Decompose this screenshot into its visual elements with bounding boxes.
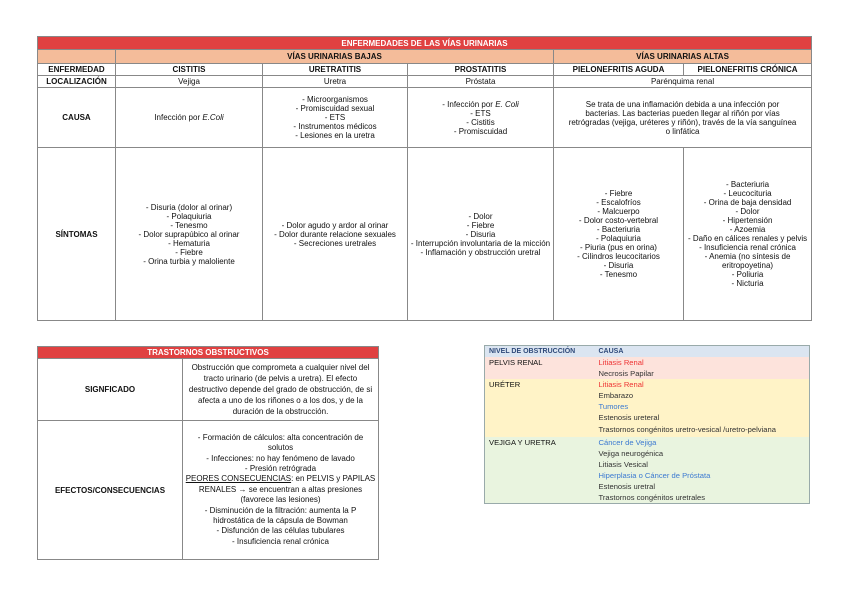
header-cause: CAUSA — [595, 346, 810, 357]
disease-pielonefritis-cronica: PIELONEFRITIS CRÓNICA — [684, 64, 812, 76]
group-lower-tract: VÍAS URINARIAS BAJAS — [116, 50, 554, 64]
cause-item: Trastornos congénitos uretrales — [595, 492, 810, 504]
symptoms-uretritis — [263, 148, 408, 321]
row-label-disease: ENFERMEDAD — [38, 64, 116, 76]
disease-prostatitis: PROSTATITIS — [408, 64, 554, 76]
list-item: - Bacteriuria — [686, 180, 809, 189]
list-item: - Piuria (pus en orina) — [556, 243, 681, 252]
list-item: - Inflamación y obstrucción uretral — [410, 248, 551, 257]
row-label-cause: CAUSA — [38, 88, 116, 148]
worst-text: : en PELVIS y PAPILAS RENALES → se encuentran a altas presiones (favorece las lesiones) — [198, 474, 376, 505]
list-item: - ETS — [410, 109, 551, 118]
list-item: - Tenesmo — [556, 270, 681, 279]
list-item: - Fiebre — [118, 248, 260, 257]
row-label-symptoms: SÍNTOMAS — [38, 148, 116, 321]
list-item: - Insuficiencia renal crónica — [185, 537, 376, 547]
list-item: - Dolor durante relacione sexuales — [265, 230, 405, 239]
list-item: - Presión retrógrada — [185, 464, 376, 474]
cause-prostatitis — [408, 88, 554, 148]
list-item: - Microorganismos — [265, 95, 405, 104]
table-title: ENFERMEDADES DE LAS VÍAS URINARIAS — [38, 37, 812, 50]
list-item: - Insuficiencia renal crónica — [686, 243, 809, 252]
list-item: - Disminución de la filtración: aumenta la P hidrostática de la cápsula de Bowman — [185, 506, 376, 527]
location-prostatitis: Próstata — [408, 76, 554, 88]
list-item: - Hipertensión — [686, 216, 809, 225]
list-item: - Orina de baja densidad — [686, 198, 809, 207]
list-item: - Bacteriuria — [556, 225, 681, 234]
list-item: - Formación de cálculos: alta concentración de solutos — [185, 433, 376, 454]
list-item: - Secreciones uretrales — [265, 239, 405, 248]
list-item: - Disuria (dolor al orinar) — [118, 203, 260, 212]
list-item: - Cistitis — [410, 118, 551, 127]
cause-cistitis — [116, 88, 263, 148]
list-item: - Interrupción involuntaria de la micción — [410, 239, 551, 248]
cause-pielonefritis: Se trata de una inflamación debida a una infección por bacterias. Las bacterias pueden llegar al riñón por vías retrógradas (vejiga, uréteres y riñón), través de la vía sanguínea o linfática — [554, 88, 812, 148]
list-item: - Escalofríos — [556, 198, 681, 207]
effects-label: EFECTOS/CONSECUENCIAS — [38, 421, 183, 560]
obstruction-level-table — [484, 345, 810, 504]
worst-consequences — [185, 474, 376, 505]
worst-heading: PEORES CONSECUENCIAS — [185, 474, 292, 484]
list-item: - ETS — [265, 113, 405, 122]
obstructive-disorders-table — [37, 346, 379, 560]
cause-item: Trastornos congénitos uretro-vesical /uretro-pelviana — [595, 423, 810, 437]
meaning-label: SIGNFICADO — [38, 359, 183, 421]
list-item: - Hematuria — [118, 239, 260, 248]
symptoms-cistitis — [116, 148, 263, 321]
list-item: - Dolor agudo y ardor al orinar — [265, 221, 405, 230]
list-item: - Instrumentos médicos — [265, 122, 405, 131]
list-item: - Disuria — [556, 261, 681, 270]
list-item: - Infecciones: no hay fenómeno de lavado — [185, 454, 376, 464]
symptoms-prostatitis — [408, 148, 554, 321]
list-item: - Disfunción de las células tubulares — [185, 526, 376, 536]
symptoms-pielonefritis-aguda — [554, 148, 684, 321]
cause-item: Litiasis Vesical — [595, 459, 810, 470]
cause-item: Cáncer de Vejiga — [595, 437, 810, 448]
list-item: - Azoemia — [686, 225, 809, 234]
cause-cistitis-agent: E.Coli — [202, 113, 224, 122]
list-item: - Promiscuidad — [410, 127, 551, 136]
list-item: - Dolor costo-vertebral — [556, 216, 681, 225]
list-item: - Orina turbia y maloliente — [118, 257, 260, 266]
cause-item: Estenosis uretral — [595, 481, 810, 492]
list-item: - Polaquiuria — [118, 212, 260, 221]
cause-item: Estenosis ureteral — [595, 412, 810, 423]
list-item: - Leucocituria — [686, 189, 809, 198]
list-item: - Malcuerpo — [556, 207, 681, 216]
disease-cistitis: CISTITIS — [116, 64, 263, 76]
list-item: - Polaquiuria — [556, 234, 681, 243]
level-pelvis-renal: PELVIS RENAL — [485, 357, 595, 379]
level-vejiga-uretra: VEJIGA Y URETRA — [485, 437, 595, 504]
list-item: - Promiscuidad sexual — [265, 104, 405, 113]
cause-item: Litiasis Renal — [595, 379, 810, 390]
cause-cistitis-prefix: Infección por — [154, 113, 201, 122]
list-item: - Disuria — [410, 230, 551, 239]
meaning-text: Obstrucción que comprometa a cualquier nivel del tracto urinario (de pelvis a uretra). El efecto destructivo depende del grado de obstrucción, de si afecta a uno de los riñones o a los dos, y de la duración de la obstrucción. — [183, 359, 379, 421]
cause-item: Hiperplasia o Cáncer de Próstata — [595, 470, 810, 481]
list-item: - Lesiones en la uretra — [265, 131, 405, 140]
cause-item: Litiasis Renal — [595, 357, 810, 368]
disease-pielonefritis-aguda: PIELONEFRITIS AGUDA — [554, 64, 684, 76]
list-item: - Nicturia — [686, 279, 809, 288]
location-uretritis: Uretra — [263, 76, 408, 88]
list-item: - Fiebre — [556, 189, 681, 198]
cause-uretritis — [263, 88, 408, 148]
list-item: - Tenesmo — [118, 221, 260, 230]
disease-uretritis: URETRATITIS — [263, 64, 408, 76]
list-item: - Fiebre — [410, 221, 551, 230]
list-item: - Cilindros leucocitarios — [556, 252, 681, 261]
cause-item: Necrosis Papilar — [595, 368, 810, 379]
row-label-location: LOCALIZACIÓN — [38, 76, 116, 88]
list-item: - Infección por E. Coli — [410, 100, 551, 109]
blank-header-cell — [38, 50, 116, 64]
cause-item: Tumores — [595, 401, 810, 412]
cause-item: Embarazo — [595, 390, 810, 401]
effects-list — [183, 421, 379, 560]
cause-item: Vejiga neurogénica — [595, 448, 810, 459]
location-cistitis: Vejiga — [116, 76, 263, 88]
group-upper-tract: VÍAS URINARIAS ALTAS — [554, 50, 812, 64]
header-level: NIVEL DE OBSTRUCCIÓN — [485, 346, 595, 357]
list-item: - Dolor — [410, 212, 551, 221]
table-title: TRASTORNOS OBSTRUCTIVOS — [38, 347, 379, 359]
list-item: - Dolor suprapúbico al orinar — [118, 230, 260, 239]
level-ureter: URÉTER — [485, 379, 595, 437]
list-item: - Poliuria — [686, 270, 809, 279]
symptoms-pielonefritis-cronica — [684, 148, 812, 321]
list-item: - Dolor — [686, 207, 809, 216]
list-item: - Anemia (no síntesis de eritropoyetina) — [686, 252, 809, 270]
list-item: - Daño en cálices renales y pelvis — [686, 234, 809, 243]
urinary-diseases-table — [37, 36, 812, 321]
location-pielonefritis: Parénquima renal — [554, 76, 812, 88]
